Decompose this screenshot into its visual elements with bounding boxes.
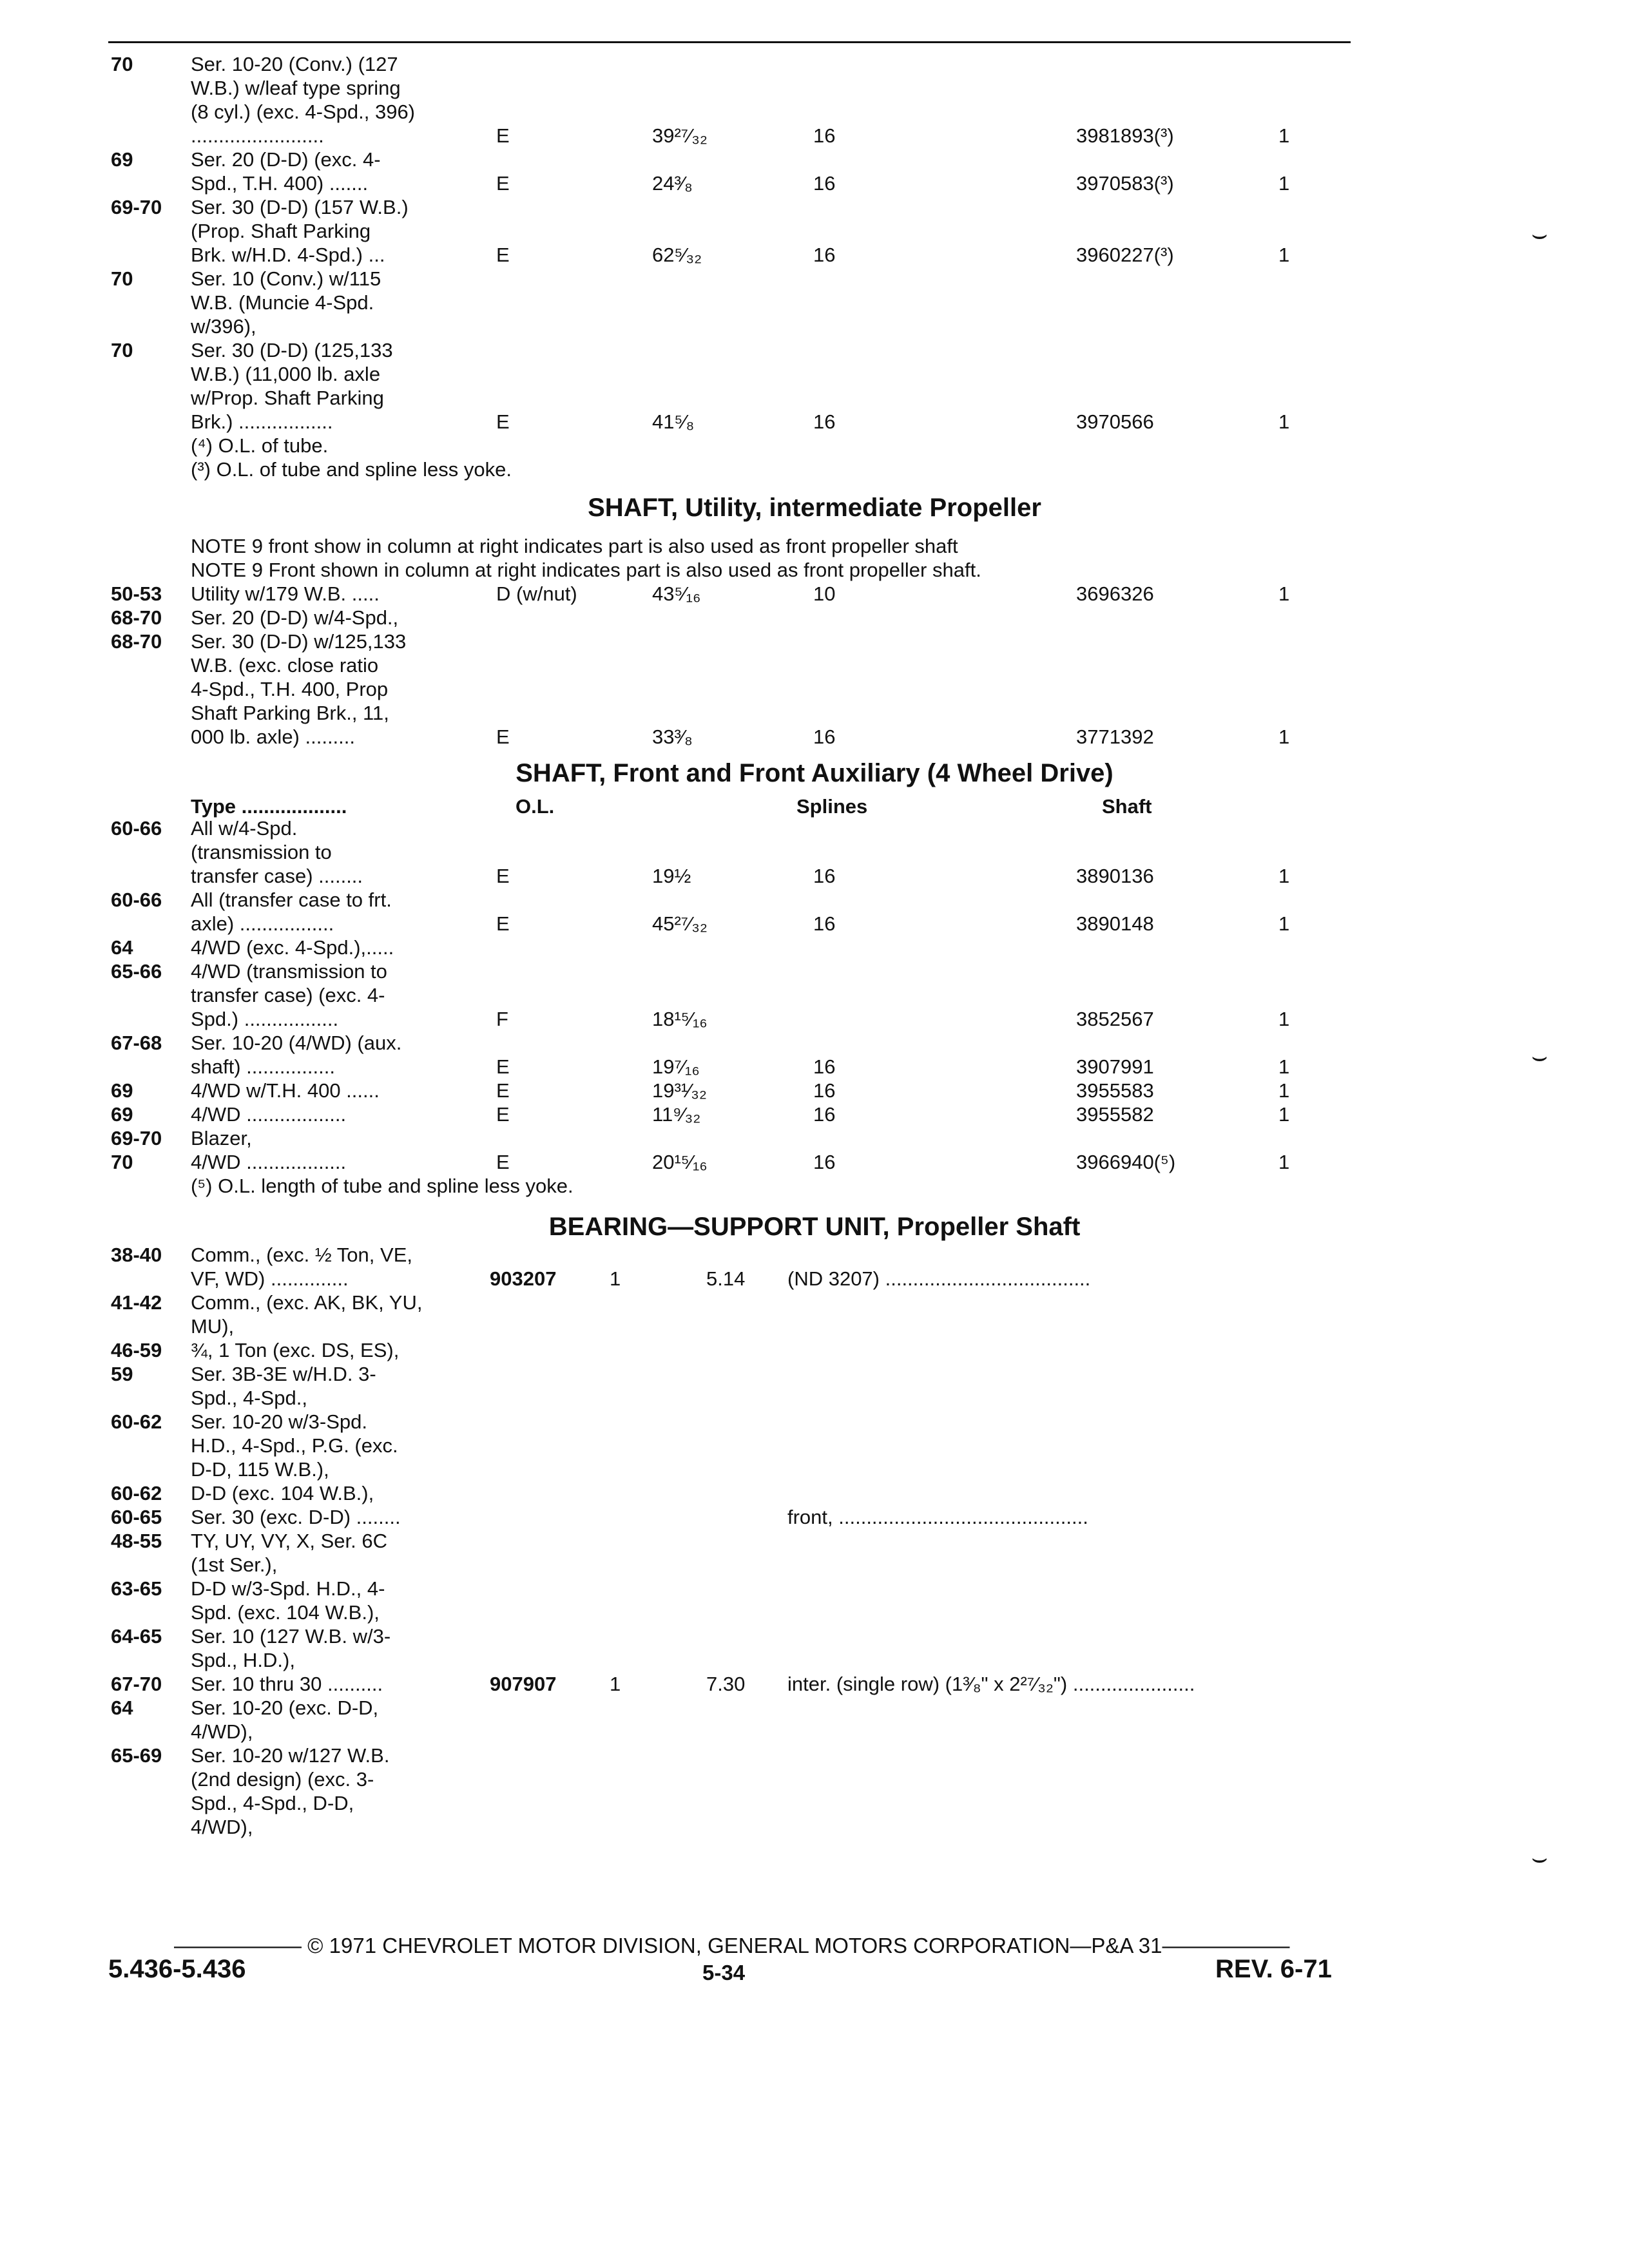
overall-length: 20¹⁵⁄₁₆ <box>652 1151 708 1173</box>
overall-length: 19⁷⁄₁₆ <box>652 1055 700 1078</box>
description: VF, WD) .............. <box>191 1267 349 1290</box>
ol-code: E <box>496 912 510 935</box>
catalog-row <box>0 1054 1629 1080</box>
catalog-row <box>0 171 1629 197</box>
year-label: 46-59 <box>111 1339 162 1361</box>
catalog-row <box>0 983 1629 1008</box>
catalog-row <box>0 1385 1629 1411</box>
year-label: 48-55 <box>111 1530 162 1552</box>
catalog-row <box>0 557 1629 583</box>
ol-code: E <box>496 1055 510 1078</box>
description: Ser. 10-20 w/3-Spd. <box>191 1410 367 1433</box>
year-label: 68-70 <box>111 630 162 653</box>
catalog-row <box>0 361 1629 387</box>
catalog-row <box>0 1528 1629 1554</box>
catalog-row <box>0 1552 1629 1578</box>
description: Ser. 10 (127 W.B. w/3- <box>191 1625 391 1648</box>
catalog-row <box>0 1030 1629 1056</box>
catalog-row <box>0 338 1629 363</box>
year-label: 64 <box>111 936 133 959</box>
description: (1st Ser.), <box>191 1553 278 1576</box>
description: Ser. 30 (D-D) w/125,133 <box>191 630 407 653</box>
catalog-row <box>0 1695 1629 1721</box>
year-label: 68-70 <box>111 606 162 629</box>
catalog-row <box>0 887 1629 913</box>
column-header-ol: O.L. <box>516 795 555 818</box>
description: Ser. 3B-3E w/H.D. 3- <box>191 1363 376 1385</box>
description: 4/WD w/T.H. 400 ...... <box>191 1079 380 1102</box>
description: Spd. (exc. 104 W.B.), <box>191 1601 380 1624</box>
description: (⁵) O.L. length of tube and spline less yoke. <box>191 1175 574 1197</box>
part-note: (ND 3207) ..................................... <box>787 1267 1091 1290</box>
splines: 16 <box>813 1151 836 1173</box>
description: 4/WD .................. <box>191 1103 347 1126</box>
ol-code: E <box>496 1103 510 1126</box>
year-label: 64-65 <box>111 1625 162 1648</box>
part-number: 903207 <box>490 1267 557 1290</box>
catalog-row <box>0 533 1629 559</box>
ol-code: E <box>496 726 510 748</box>
description: ¾, 1 Ton (exc. DS, ES), <box>191 1339 400 1361</box>
overall-length: 45²⁷⁄₃₂ <box>652 912 708 935</box>
quantity: 1 <box>1278 124 1290 147</box>
part-number: 3852567 <box>1076 1008 1154 1030</box>
catalog-row <box>0 123 1629 149</box>
part-note: front, ............................................. <box>787 1506 1088 1528</box>
year-label: 60-62 <box>111 1482 162 1504</box>
part-number: 3890136 <box>1076 865 1154 887</box>
description: Spd., 4-Spd., D-D, <box>191 1792 354 1814</box>
catalog-row <box>0 218 1629 244</box>
catalog-row <box>0 653 1629 678</box>
description: 4/WD (exc. 4-Spd.),..... <box>191 936 394 959</box>
catalog-row <box>0 1102 1629 1128</box>
description: axle) ................. <box>191 912 334 935</box>
catalog-row <box>0 1457 1629 1483</box>
description: Ser. 10-20 (4/WD) (aux. <box>191 1032 402 1054</box>
year-label: 69-70 <box>111 1127 162 1149</box>
splines: 16 <box>813 410 836 433</box>
description: Shaft Parking Brk., 11, <box>191 702 389 724</box>
catalog-row <box>0 1719 1629 1745</box>
catalog-row <box>0 75 1629 101</box>
year-label: 50-53 <box>111 582 162 605</box>
section-title-front-shaft: SHAFT, Front and Front Auxiliary (4 Wheel Drive) <box>516 759 1113 787</box>
catalog-row <box>0 1624 1629 1649</box>
section-title-bearing: BEARING—SUPPORT UNIT, Propeller Shaft <box>548 1213 1081 1241</box>
footer-page-number: 5-34 <box>702 1961 746 1984</box>
catalog-row <box>0 1504 1629 1530</box>
catalog-row <box>0 433 1629 459</box>
ol-code: E <box>496 1079 510 1102</box>
quantity: 1 <box>1278 582 1290 605</box>
catalog-row <box>0 581 1629 607</box>
splines: 16 <box>813 1103 836 1126</box>
quantity: 1 <box>1278 1055 1290 1078</box>
part-number: 3970583(³) <box>1076 172 1174 195</box>
description: Ser. 10-20 w/127 W.B. <box>191 1744 390 1767</box>
catalog-row <box>0 99 1629 125</box>
description: Comm., (exc. ½ Ton, VE, <box>191 1244 412 1266</box>
description: (Prop. Shaft Parking <box>191 220 371 242</box>
year-label: 60-66 <box>111 817 162 840</box>
ol-code: E <box>496 244 510 266</box>
year-label: 67-70 <box>111 1673 162 1695</box>
ol-code: E <box>496 410 510 433</box>
footer-revision: REV. 6-71 <box>1215 1955 1332 1983</box>
year-label: 59 <box>111 1363 133 1385</box>
year-label: 70 <box>111 339 133 361</box>
catalog-row <box>0 959 1629 985</box>
ol-code: E <box>496 865 510 887</box>
description: transfer case) (exc. 4- <box>191 984 385 1006</box>
overall-length: 39²⁷⁄₃₂ <box>652 124 708 147</box>
description: 4/WD), <box>191 1816 253 1838</box>
quantity: 1 <box>1278 912 1290 935</box>
description: W.B. (exc. close ratio <box>191 654 379 677</box>
overall-length: 33³⁄₈ <box>652 726 693 748</box>
description: Ser. 20 (D-D) w/4-Spd., <box>191 606 399 629</box>
year-label: 64 <box>111 1696 133 1719</box>
year-label: 70 <box>111 53 133 75</box>
description: W.B.) w/leaf type spring <box>191 77 401 99</box>
description: D-D w/3-Spd. H.D., 4- <box>191 1577 385 1600</box>
description: Ser. 10-20 (exc. D-D, <box>191 1696 379 1719</box>
description: Brk.) ................. <box>191 410 333 433</box>
description: transfer case) ........ <box>191 865 363 887</box>
description: Spd.) ................. <box>191 1008 339 1030</box>
catalog-row <box>0 724 1629 750</box>
quantity: 1 <box>1278 1103 1290 1126</box>
description: Comm., (exc. AK, BK, YU, <box>191 1291 423 1314</box>
splines: 16 <box>813 726 836 748</box>
description: Utility w/179 W.B. ..... <box>191 582 380 605</box>
splines: 16 <box>813 865 836 887</box>
description: (8 cyl.) (exc. 4-Spd., 396) <box>191 101 416 123</box>
overall-length: 62⁵⁄₃₂ <box>652 244 702 266</box>
overall-length: 18¹⁵⁄₁₆ <box>652 1008 708 1030</box>
quantity: 1 <box>1278 244 1290 266</box>
part-number: 3696326 <box>1076 582 1154 605</box>
year-label: 70 <box>111 267 133 290</box>
part-number: 3970566 <box>1076 410 1154 433</box>
description: Blazer, <box>191 1127 252 1149</box>
catalog-row <box>0 1743 1629 1769</box>
description: 4/WD), <box>191 1720 253 1743</box>
description: D-D (exc. 104 W.B.), <box>191 1482 374 1504</box>
catalog-row <box>0 147 1629 173</box>
description: 4-Spd., T.H. 400, Prop <box>191 678 389 700</box>
catalog-row <box>0 1576 1629 1602</box>
quantity: 1 <box>610 1673 621 1695</box>
part-note: inter. (single row) (1³⁄₈" x 2²⁷⁄₃₂") ...................... <box>787 1673 1195 1695</box>
catalog-row <box>0 1791 1629 1816</box>
catalog-row <box>0 1600 1629 1626</box>
overall-length: 41⁵⁄₈ <box>652 410 695 433</box>
description: Spd., H.D.), <box>191 1649 295 1671</box>
catalog-row <box>0 1648 1629 1673</box>
catalog-row <box>0 195 1629 220</box>
catalog-row <box>0 816 1629 841</box>
description: 000 lb. axle) ......... <box>191 726 356 748</box>
description: 4/WD (transmission to <box>191 960 387 983</box>
footer-section-number: 5.436-5.436 <box>108 1955 246 1983</box>
splines: 16 <box>813 124 836 147</box>
catalog-row <box>0 1481 1629 1506</box>
catalog-row <box>0 1767 1629 1792</box>
overall-length: 11⁹⁄₃₂ <box>652 1103 701 1126</box>
description: w/Prop. Shaft Parking <box>191 387 384 409</box>
overall-length: 43⁵⁄₁₆ <box>652 582 701 605</box>
description: ........................ <box>191 124 324 147</box>
catalog-row <box>0 677 1629 702</box>
ol-code: E <box>496 172 510 195</box>
description: All w/4-Spd. <box>191 817 298 840</box>
catalog-row <box>0 1173 1629 1199</box>
catalog-row <box>0 1671 1629 1697</box>
part-number: 3955582 <box>1076 1103 1154 1126</box>
ol-code: E <box>496 1151 510 1173</box>
catalog-row <box>0 1290 1629 1316</box>
year-label: 69 <box>111 1103 133 1126</box>
description: (2nd design) (exc. 3- <box>191 1768 374 1791</box>
description: All (transfer case to frt. <box>191 889 392 911</box>
top-rule <box>108 41 1351 43</box>
description: Spd., 4-Spd., <box>191 1387 307 1409</box>
ol-code: E <box>496 124 510 147</box>
splines: 16 <box>813 1079 836 1102</box>
quantity: 1 <box>1278 726 1290 748</box>
year-label: 70 <box>111 1151 133 1173</box>
quantity: 1 <box>1278 1008 1290 1030</box>
column-header-shaft: Shaft <box>1102 795 1152 818</box>
year-label: 63-65 <box>111 1577 162 1600</box>
overall-length: 24³⁄₈ <box>652 172 693 195</box>
description: w/396), <box>191 315 256 338</box>
quantity: 1 <box>1278 410 1290 433</box>
catalog-row <box>0 1078 1629 1104</box>
description: Ser. 10 (Conv.) w/115 <box>191 267 381 290</box>
catalog-row <box>0 266 1629 292</box>
price: 5.14 <box>706 1267 746 1290</box>
description: (⁴) O.L. of tube. <box>191 434 329 457</box>
description: TY, UY, VY, X, Ser. 6C <box>191 1530 388 1552</box>
catalog-row <box>0 242 1629 268</box>
catalog-row <box>0 52 1629 77</box>
description: Ser. 30 (exc. D-D) ........ <box>191 1506 401 1528</box>
margin-mark: ⌣ <box>1531 220 1548 249</box>
year-label: 69 <box>111 1079 133 1102</box>
splines: 16 <box>813 244 836 266</box>
catalog-row <box>0 1409 1629 1435</box>
description: Spd., T.H. 400) ....... <box>191 172 369 195</box>
description: MU), <box>191 1315 235 1338</box>
description: Ser. 30 (D-D) (157 W.B.) <box>191 196 409 218</box>
part-number: 3771392 <box>1076 726 1154 748</box>
part-number: 907907 <box>490 1673 557 1695</box>
part-number: 3907991 <box>1076 1055 1154 1078</box>
description: shaft) ................ <box>191 1055 335 1078</box>
catalog-row <box>0 1242 1629 1268</box>
quantity: 1 <box>610 1267 621 1290</box>
year-label: 67-68 <box>111 1032 162 1054</box>
catalog-row <box>0 409 1629 435</box>
year-label: 65-69 <box>111 1744 162 1767</box>
catalog-row <box>0 314 1629 340</box>
catalog-row <box>0 290 1629 316</box>
catalog-row <box>0 1314 1629 1340</box>
splines: 10 <box>813 582 836 605</box>
part-number: 3960227(³) <box>1076 244 1174 266</box>
quantity: 1 <box>1278 1151 1290 1173</box>
description: Ser. 20 (D-D) (exc. 4- <box>191 148 381 171</box>
year-label: 69 <box>111 148 133 171</box>
catalog-row <box>0 629 1629 655</box>
description: NOTE 9 Front shown in column at right indicates part is also used as front propeller shaft. <box>191 559 981 581</box>
margin-mark: ⌣ <box>1531 1043 1548 1071</box>
catalog-row <box>0 1433 1629 1459</box>
year-label: 65-66 <box>111 960 162 983</box>
section-title-utility: SHAFT, Utility, intermediate Propeller <box>588 494 1041 522</box>
description: 4/WD .................. <box>191 1151 347 1173</box>
splines: 16 <box>813 1055 836 1078</box>
part-number: 3966940(⁵) <box>1076 1151 1176 1173</box>
year-label: 60-62 <box>111 1410 162 1433</box>
catalog-row <box>0 605 1629 631</box>
overall-length: 19³¹⁄₃₂ <box>652 1079 707 1102</box>
quantity: 1 <box>1278 172 1290 195</box>
year-label: 41-42 <box>111 1291 162 1314</box>
year-label: 69-70 <box>111 196 162 218</box>
quantity: 1 <box>1278 865 1290 887</box>
year-label: 38-40 <box>111 1244 162 1266</box>
catalog-row <box>0 385 1629 411</box>
margin-mark: ⌣ <box>1531 1844 1548 1872</box>
catalog-row <box>0 1006 1629 1032</box>
part-number: 3981893(³) <box>1076 124 1174 147</box>
part-number: 3890148 <box>1076 912 1154 935</box>
catalog-row <box>0 911 1629 937</box>
part-number: 3955583 <box>1076 1079 1154 1102</box>
description: NOTE 9 front show in column at right indicates part is also used as front propeller shaft <box>191 535 958 557</box>
catalog-row <box>0 700 1629 726</box>
catalog-row <box>0 1149 1629 1175</box>
description: Ser. 30 (D-D) (125,133 <box>191 339 393 361</box>
footer-copyright: —————— © 1971 CHEVROLET MOTOR DIVISION, GENERAL MOTORS CORPORATION—P&A 31—————— <box>174 1934 1290 1957</box>
catalog-row <box>0 935 1629 961</box>
catalog-row <box>0 840 1629 865</box>
ol-code: D (w/nut) <box>496 582 577 605</box>
column-header-type: Type ................... <box>191 795 347 818</box>
price: 7.30 <box>706 1673 746 1695</box>
catalog-row <box>0 1361 1629 1387</box>
catalog-row <box>0 1338 1629 1363</box>
description: (transmission to <box>191 841 332 863</box>
splines: 16 <box>813 172 836 195</box>
quantity: 1 <box>1278 1079 1290 1102</box>
description: Ser. 10 thru 30 .......... <box>191 1673 383 1695</box>
column-header-splines: Splines <box>796 795 868 818</box>
description: H.D., 4-Spd., P.G. (exc. <box>191 1434 398 1457</box>
catalog-row <box>0 863 1629 889</box>
description: D-D, 115 W.B.), <box>191 1458 329 1481</box>
year-label: 60-66 <box>111 889 162 911</box>
description: W.B. (Muncie 4-Spd. <box>191 291 374 314</box>
ol-code: F <box>496 1008 508 1030</box>
splines: 16 <box>813 912 836 935</box>
description: Ser. 10-20 (Conv.) (127 <box>191 53 398 75</box>
catalog-row <box>0 1814 1629 1840</box>
catalog-row <box>0 1126 1629 1151</box>
description: Brk. w/H.D. 4-Spd.) ... <box>191 244 385 266</box>
description: W.B.) (11,000 lb. axle <box>191 363 381 385</box>
catalog-row <box>0 457 1629 483</box>
description: (³) O.L. of tube and spline less yoke. <box>191 458 512 481</box>
overall-length: 19½ <box>652 865 691 887</box>
year-label: 60-65 <box>111 1506 162 1528</box>
catalog-row <box>0 1266 1629 1292</box>
